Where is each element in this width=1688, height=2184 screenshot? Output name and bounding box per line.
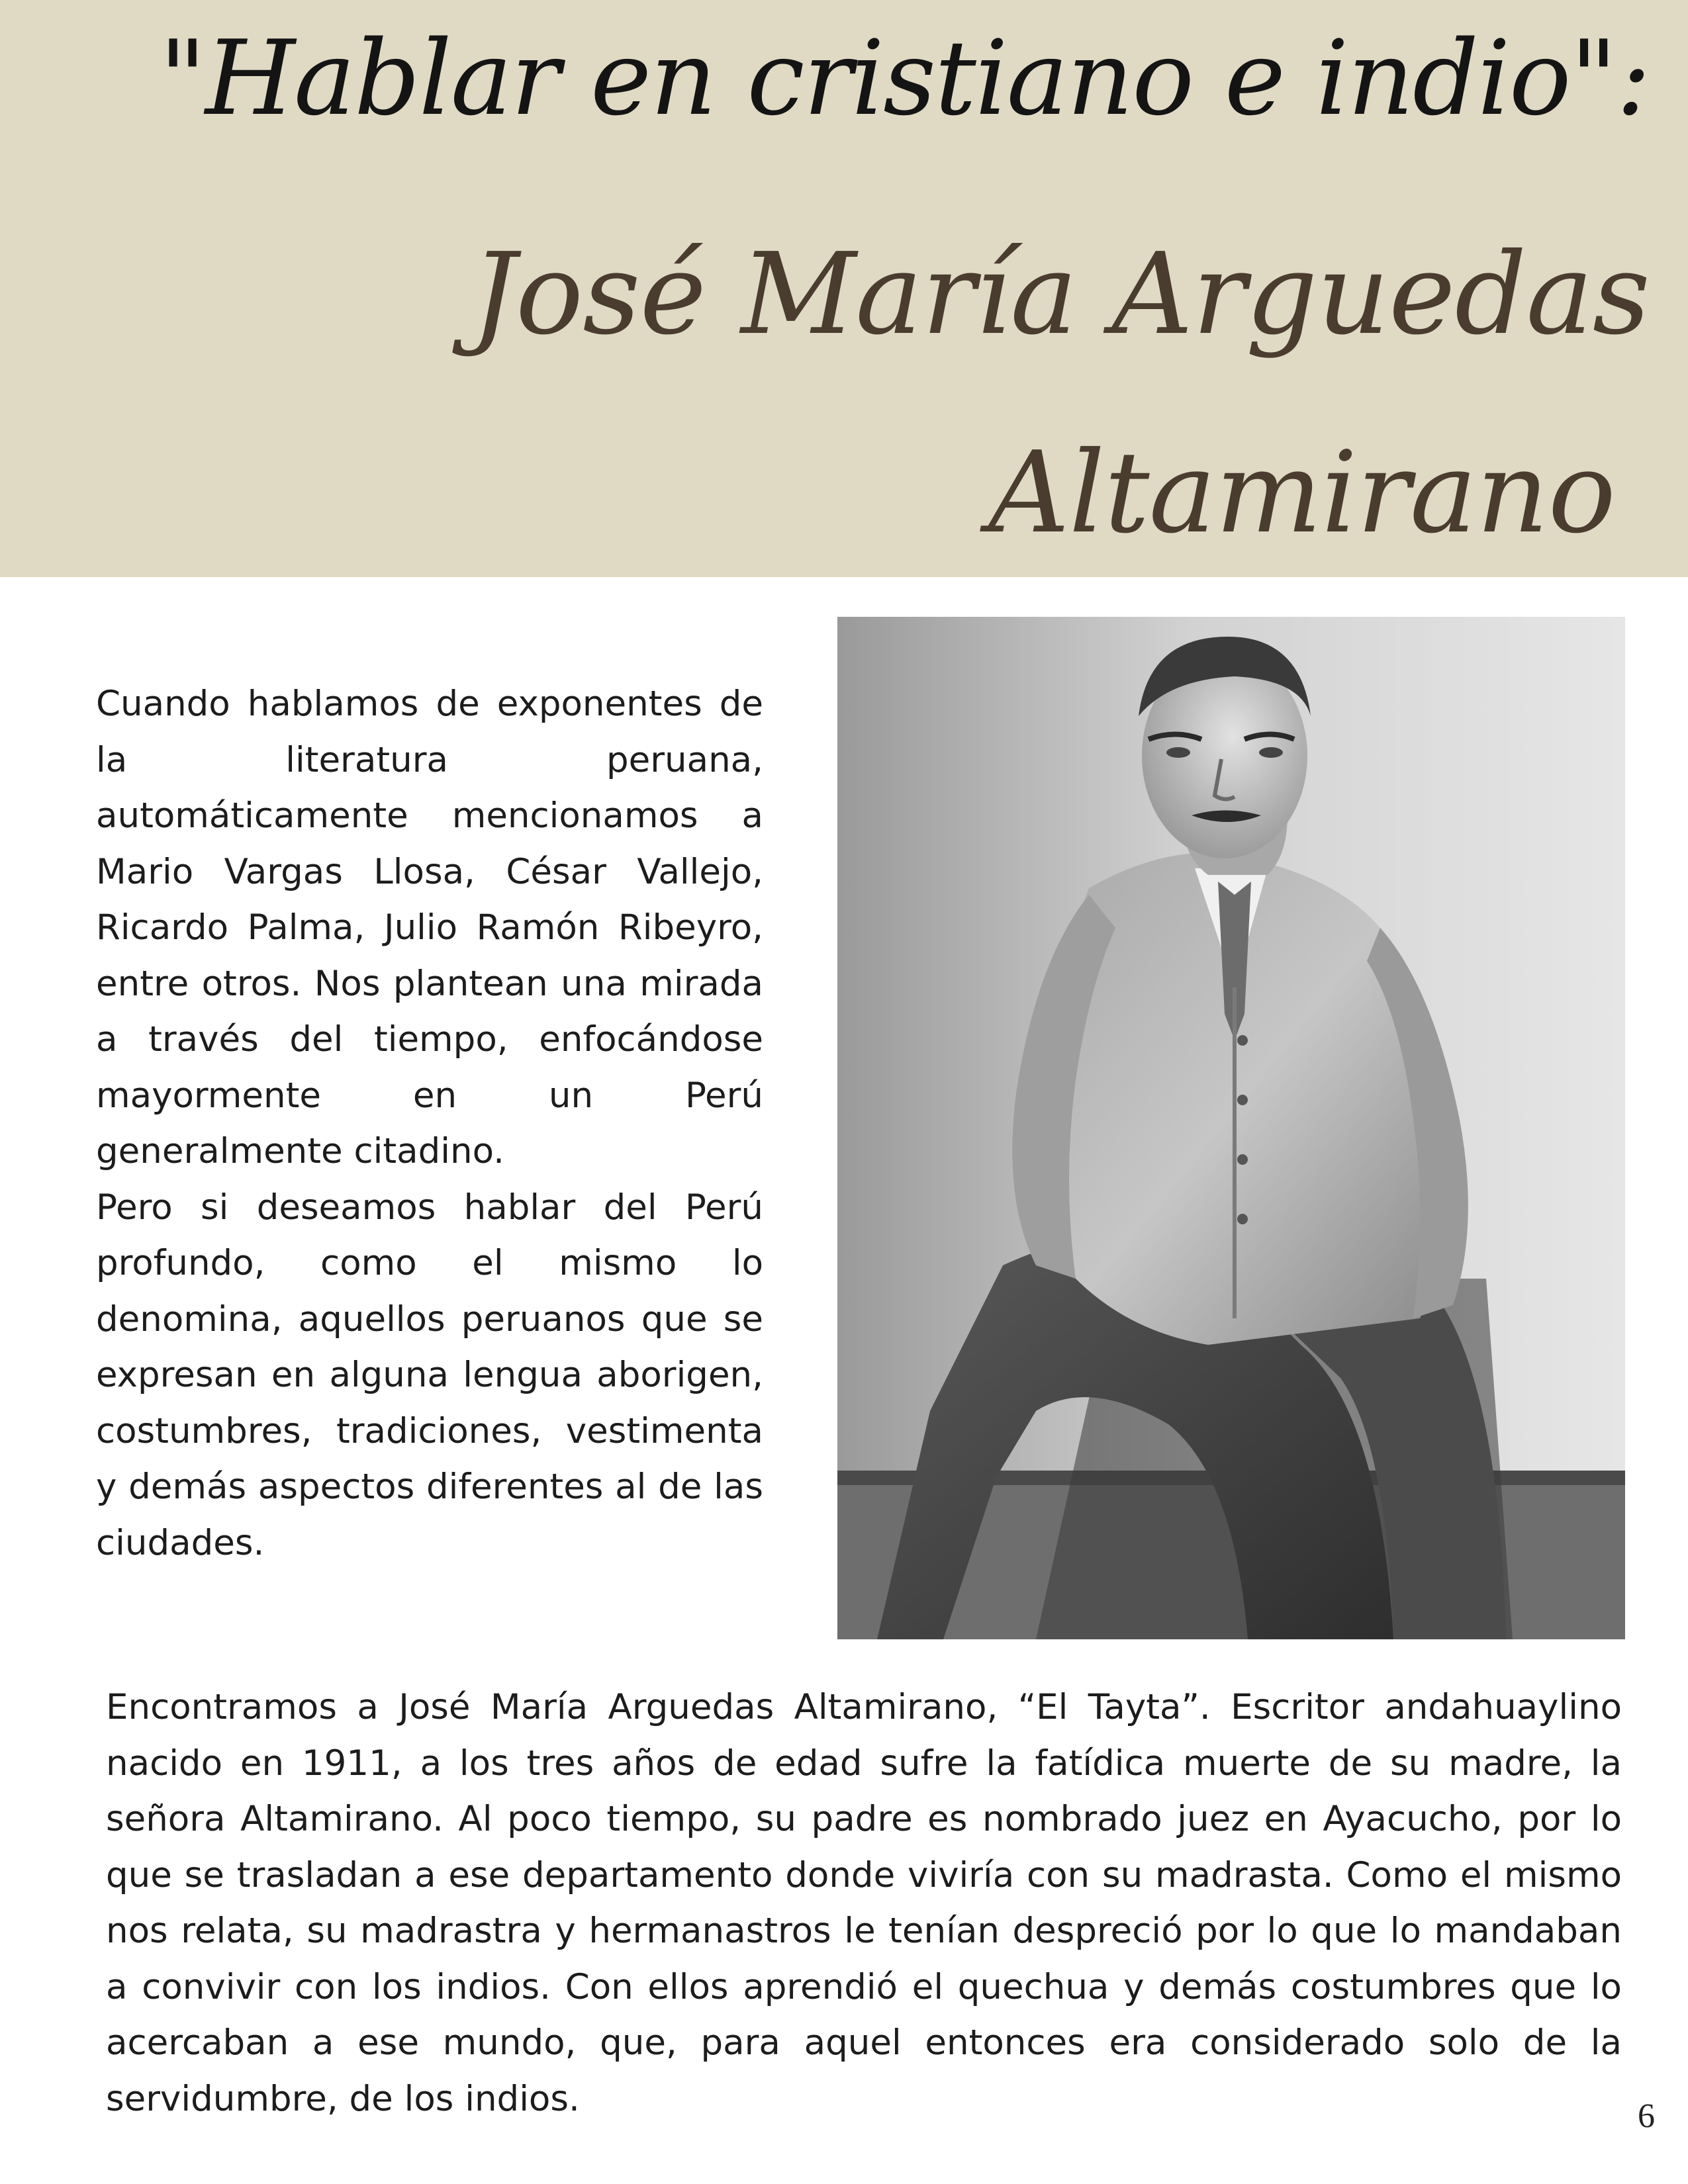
author-portrait-photo xyxy=(837,617,1625,1639)
intro-text xyxy=(96,676,763,1571)
intro-paragraph-2: Pero si deseamos hablar del Perú profundo, como el mismo lo denomina, aquellos peruanos que se expresan en alguna lengua aborigen, costumbres, tradiciones, vestimenta y demás aspectos diferentes al de las ciudades. xyxy=(96,1187,763,1563)
title-line-1: "Hablar en cristiano e indio": xyxy=(159,18,1650,138)
title-line-2: José María Arguedas xyxy=(471,229,1650,360)
portrait-illustration xyxy=(837,617,1625,1639)
header-band xyxy=(0,0,1688,577)
page-number: 6 xyxy=(1638,2097,1655,2135)
bio-paragraph: Encontramos a José María Arguedas Altamirano, “El Tayta”. Escritor andahuaylino nacido en 1911, a los tres años de edad sufre la fatídica muerte de su madre, la señora Altamirano. Al poco tiempo, su padre es nombrado juez en Ayacucho, por lo que se trasladan a ese departamento donde viviría con su madrasta. Como el mismo nos relata, su madrastra y hermanastros le tenían despreció por lo que lo mandaban a convivir con los indios. Con ellos aprendió el quechua y demás costumbres que lo acercaban a ese mundo, que, para aquel entonces era considerado solo de la servidumbre, de los indios. xyxy=(106,1687,1622,2119)
title-line-3: Altamirano xyxy=(988,428,1615,559)
intro-paragraph-1: Cuando hablamos de exponentes de la literatura peruana, automáticamente mencionamos a Mario Vargas Llosa, César Vallejo, Ricardo Palma, Julio Ramón Ribeyro, entre otros. Nos plantean una mirada a través del tiempo, enfocándose mayormente en un Perú generalmente citadino. xyxy=(96,684,763,1171)
